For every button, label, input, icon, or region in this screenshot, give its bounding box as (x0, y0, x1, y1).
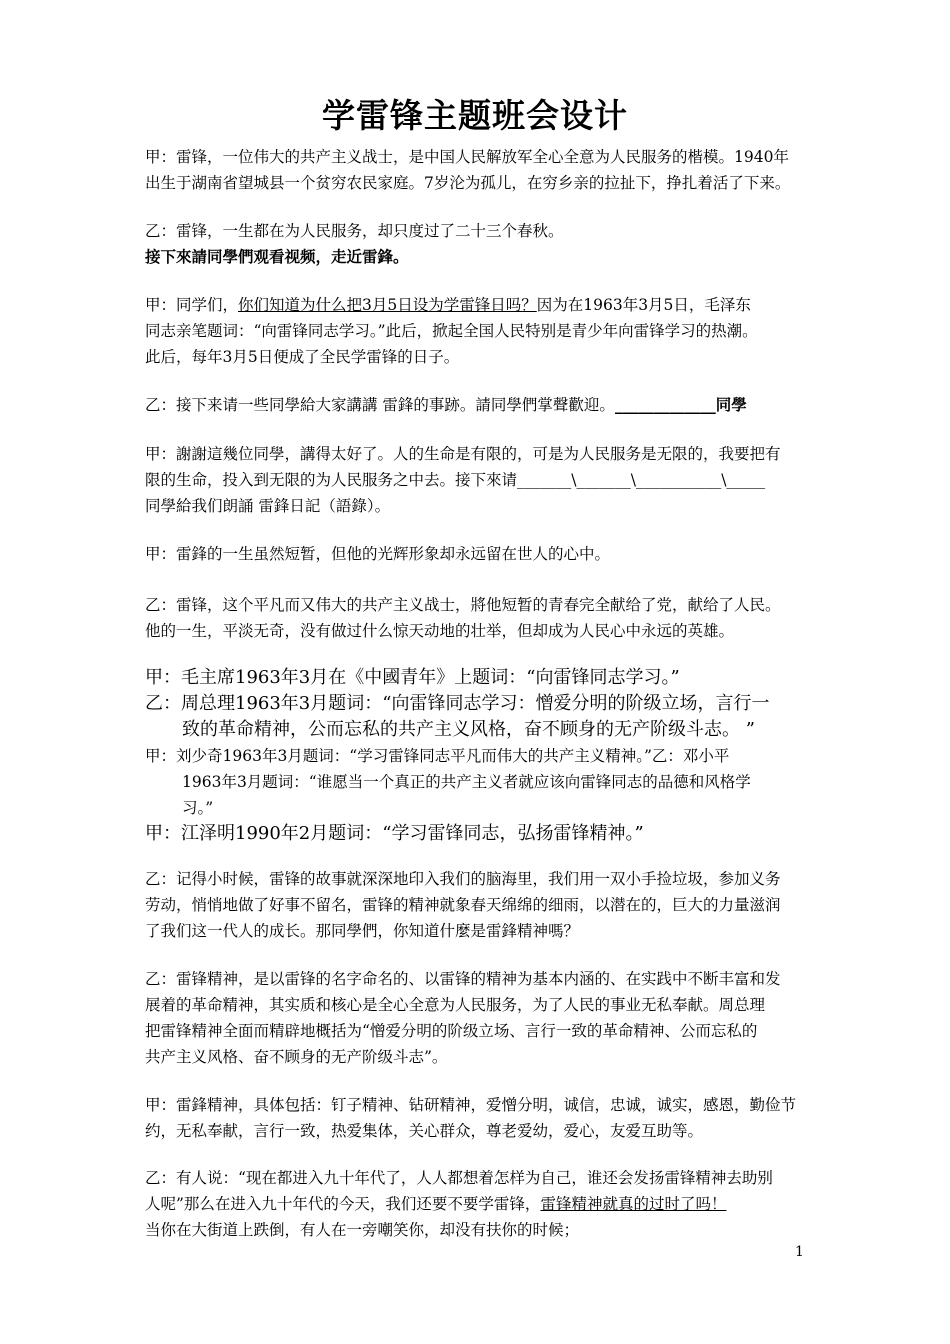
text-line (145, 392, 810, 418)
paragraph-5 (145, 441, 810, 519)
text-line: 约，无私奉献，言行一致，热爱集体，关心群众，尊老爱幼，爱心，友爱互助等。 (145, 1122, 704, 1140)
paragraph-6 (145, 541, 810, 567)
text-line: 同志亲笔题词：“向雷锋同志学习。”此后，掀起全国人民特别是青少年向雷锋学习的热潮。 (145, 322, 758, 340)
inscription-jiang: 甲：江泽明1990年2月题词：“学习雷锋同志，弘扬雷锋精神。” (145, 823, 644, 844)
text-line: 共产主义风格、奋不顾身的无产阶级斗志”。 (145, 1048, 448, 1066)
paragraph-7 (145, 592, 810, 644)
text-line (145, 292, 810, 318)
text-line: 甲：雷鋒的一生虽然短暂，但他的光辉形象却永远留在世人的心中。 (145, 545, 611, 563)
video-prompt: 接下來請同學們观看视频，走近雷鋒。 (145, 247, 409, 266)
text-line: 出生于湖南省望城县一个贫穷农民家庭。7岁沦为孤儿，在穷乡亲的拉扯下，挣扎着活了下来。 (145, 174, 791, 192)
inscription-deng-end: 习。” (182, 799, 214, 817)
inscriptions-list (145, 665, 810, 847)
inscription-zhou: 乙：周总理1963年3月题词：“向雷锋同志学习：憎爱分明的阶级立场，言行一 (145, 693, 770, 714)
paragraph-3 (145, 292, 810, 370)
text-segment: 甲：同学们， (145, 296, 239, 314)
text-line: 乙：记得小时候，雷锋的故事就深深地印入我们的脑海里，我们用一双小手捡垃圾，参加义务 (145, 870, 781, 888)
text-line: 甲：謝謝這幾位同學，講得太好了。人的生命是有限的，可是为人民服务是无限的，我要把有 (145, 445, 781, 463)
text-line: 甲：雷锋，一位伟大的共产主义战士，是中国人民解放军全心全意为人民服务的楷模。1940年 (145, 148, 789, 166)
text-segment: 人呢”那么在进入九十年代的今天，我们还要不要学雷锋， (145, 1195, 541, 1213)
underlined-question: 雷锋精神就真的过时了吗！ (540, 1195, 727, 1213)
inscription-liu-deng: 甲：刘少奇1963年3月题词：“学习雷锋同志平凡而伟大的共产主义精神。”乙：邓小平 (145, 747, 730, 765)
text-line: 乙：雷锋，这个平凡而又伟大的共产主义战士，將他短暂的青春完全献给了党，献给了人民。 (145, 596, 781, 614)
inscription-deng-cont: 1963年3月题词：“谁愿当一个真正的共产主义者就应该向雷锋同志的品德和风格学 (182, 773, 751, 791)
text-line: 乙：有人说：“现在都进入九十年代了，人人都想着怎样为自己，谁还会发扬雷锋精神去助别 (145, 1169, 773, 1187)
paragraph-2 (145, 218, 810, 270)
text-line: 同學給我们朗誦 雷鋒日記（語錄）。 (145, 497, 391, 515)
text-line: 甲：雷鋒精神，具体包括：钉子精神、钻研精神，爱憎分明，诚信，忠诚，诚实，感恩，勤俭节 (145, 1096, 797, 1114)
text-line: 他的一生，平淡无奇，没有做过什么惊天动地的壮举，但却成为人民心中永远的英雄。 (145, 622, 735, 640)
page-number: 1 (795, 1244, 804, 1260)
paragraph-4 (145, 392, 810, 418)
text-line: 乙：雷锋精神，是以雷锋的名字命名的、以雷锋的精神为基本内涵的、在实践中不断丰富和发 (145, 970, 781, 988)
paragraph-10 (145, 966, 810, 1070)
text-line: 了我们这一代人的成长。那同學們，你知道什麼是雷鋒精神嗎？ (145, 922, 580, 940)
inscription-mao: 甲：毛主席1963年3月在《中國青年》上题词：“向雷锋同志学习。” (145, 667, 680, 688)
text-line (145, 1191, 810, 1217)
paragraph-9 (145, 866, 810, 944)
paragraph-11 (145, 1092, 810, 1144)
text-segment: 乙：接下来请一些同學給大家講講 雷鋒的事跡。請同學們掌聲歡迎。 (145, 396, 615, 414)
text-line: 劳动，悄悄地做了好事不留名，雷锋的精神就象春天绵绵的细雨，以潜在的，巨大的力量滋润 (145, 896, 781, 914)
text-line: 展着的革命精神，其实质和核心是全心全意为人民服务，为了人民的事业无私奉献。周总理 (145, 996, 766, 1014)
underlined-question: 你们知道为什么把3月5日设为学雷锋日吗？ (238, 296, 537, 314)
document-title: 学雷锋主题班会设计 (322, 96, 628, 135)
text-line: 把雷锋精神全面而精辟地概括为“憎爱分明的阶级立场、言行一致的革命精神、公而忘私的 (145, 1022, 758, 1040)
text-line: 乙：雷锋，一生都在为人民服务，却只度过了二十三个春秋。 (145, 222, 564, 240)
text-line: 此后，每年3月5日便成了全民学雷锋的日子。 (145, 348, 460, 366)
name-blank: _____________同學 (614, 395, 747, 414)
text-line: 当你在大街道上跌倒，有人在一旁嘲笑你，却没有扶你的时候； (145, 1221, 580, 1239)
text-line: 限的生命，投入到无限的为人民服务之中去。接下來请_______\_______\___________\_____ (145, 471, 766, 489)
inscription-zhou-cont: 致的革命精神，公而忘私的共产主义风格，奋不顾身的无产阶级斗志。 ” (182, 719, 755, 740)
paragraph-12 (145, 1165, 810, 1243)
text-segment: 因为在1963年3月5日，毛泽东 (536, 296, 751, 314)
paragraph-1 (145, 144, 810, 196)
